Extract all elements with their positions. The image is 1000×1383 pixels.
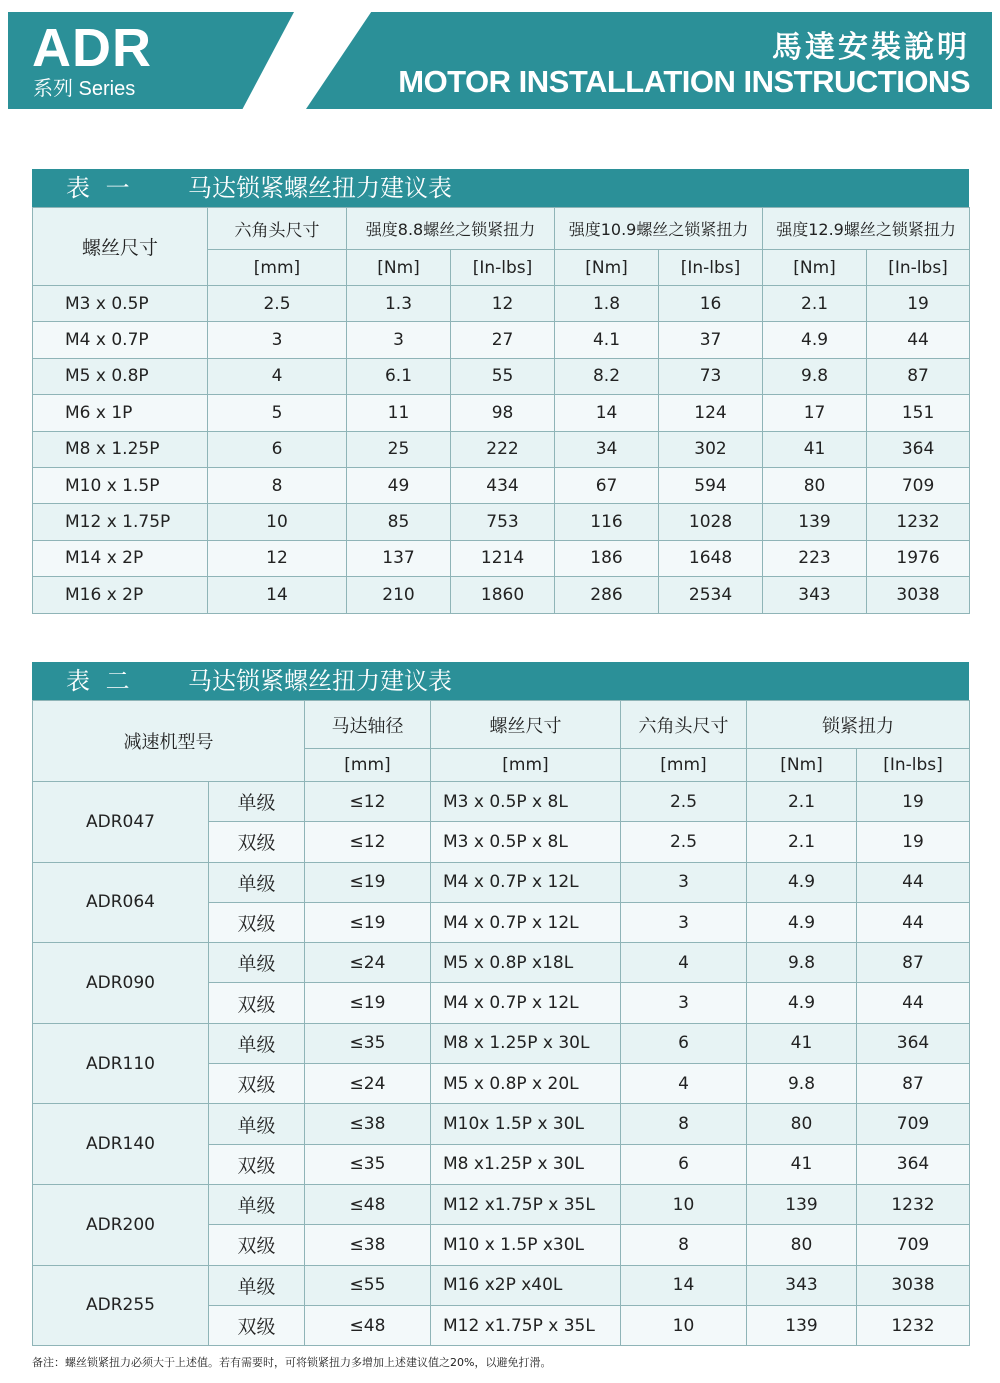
page-title-english: MOTOR INSTALLATION INSTRUCTIONS (398, 64, 970, 99)
torque-nm-cell: 139 (747, 1184, 857, 1224)
screw-size-cell: M3 x 0.5P x 8L (431, 822, 621, 862)
screw-size-cell: M10x 1.5P x 30L (431, 1104, 621, 1144)
stage-cell: 双级 (209, 1225, 305, 1265)
torque-nm-cell: 4.9 (747, 983, 857, 1023)
value-cell: 8 (208, 467, 347, 503)
value-cell: 286 (555, 577, 659, 613)
value-cell: 3038 (867, 577, 970, 613)
value-cell: 222 (451, 431, 555, 467)
torque-nm-cell: 80 (747, 1104, 857, 1144)
value-cell: 80 (763, 467, 867, 503)
torque-inlbs-cell: 3038 (857, 1265, 970, 1305)
value-cell: 14 (555, 395, 659, 431)
value-cell: 1028 (659, 504, 763, 540)
value-cell: 302 (659, 431, 763, 467)
value-cell: 343 (763, 577, 867, 613)
table-row (33, 504, 970, 540)
table-row (33, 322, 970, 358)
unit-cell: [mm] (208, 250, 347, 286)
unit-cell: [mm] (621, 749, 747, 782)
value-cell: 139 (763, 504, 867, 540)
table-row (33, 540, 970, 576)
hex-size-cell: 8 (621, 1104, 747, 1144)
shaft-diameter-cell: ≤19 (305, 983, 431, 1023)
header-screw-size: 螺丝尺寸 (431, 701, 621, 749)
brand-logo-text: ADR (32, 18, 152, 78)
table-row (33, 1023, 970, 1063)
hex-size-cell: 3 (621, 862, 747, 902)
value-cell: 4 (208, 358, 347, 394)
hex-size-cell: 6 (621, 1023, 747, 1063)
shaft-diameter-cell: ≤19 (305, 862, 431, 902)
screw-size-cell: M12 x 1.75P (33, 504, 208, 540)
hex-size-cell: 14 (621, 1265, 747, 1305)
value-cell: 12 (208, 540, 347, 576)
stage-cell: 单级 (209, 1184, 305, 1224)
shaft-diameter-cell: ≤48 (305, 1305, 431, 1345)
series-label: 系列 Series (33, 78, 136, 100)
value-cell: 753 (451, 504, 555, 540)
header-grade-8-8: 强度8.8螺丝之锁紧扭力 (347, 208, 555, 250)
unit-cell: [Nm] (763, 250, 867, 286)
header-screw-size: 螺丝尺寸 (33, 208, 208, 286)
value-cell: 1.8 (555, 286, 659, 322)
value-cell: 10 (208, 504, 347, 540)
torque-inlbs-cell: 19 (857, 822, 970, 862)
value-cell: 364 (867, 431, 970, 467)
screw-size-cell: M12 x1.75P x 35L (431, 1305, 621, 1345)
reducer-torque-table (32, 700, 970, 1346)
value-cell: 87 (867, 358, 970, 394)
table-row (33, 1265, 970, 1305)
torque-inlbs-cell: 709 (857, 1104, 970, 1144)
unit-cell: [In-lbs] (867, 250, 970, 286)
value-cell: 73 (659, 358, 763, 394)
shaft-diameter-cell: ≤55 (305, 1265, 431, 1305)
torque-nm-cell: 41 (747, 1144, 857, 1184)
table-row (33, 782, 970, 822)
value-cell: 41 (763, 431, 867, 467)
reducer-model-cell: ADR064 (33, 862, 209, 943)
torque-inlbs-cell: 44 (857, 862, 970, 902)
header-motor-shaft: 马达轴径 (305, 701, 431, 749)
torque-inlbs-cell: 1232 (857, 1184, 970, 1224)
torque-inlbs-cell: 44 (857, 983, 970, 1023)
shaft-diameter-cell: ≤24 (305, 943, 431, 983)
torque-nm-cell: 2.1 (747, 782, 857, 822)
shaft-diameter-cell: ≤12 (305, 782, 431, 822)
torque-inlbs-cell: 364 (857, 1023, 970, 1063)
hex-size-cell: 4 (621, 1064, 747, 1104)
value-cell: 1648 (659, 540, 763, 576)
value-cell: 434 (451, 467, 555, 503)
header-reducer-model: 减速机型号 (33, 701, 305, 782)
hex-size-cell: 3 (621, 902, 747, 942)
unit-cell: [In-lbs] (451, 250, 555, 286)
screw-size-cell: M4 x 0.7P x 12L (431, 902, 621, 942)
shaft-diameter-cell: ≤35 (305, 1023, 431, 1063)
unit-cell: [In-lbs] (659, 250, 763, 286)
shaft-diameter-cell: ≤24 (305, 1064, 431, 1104)
value-cell: 27 (451, 322, 555, 358)
value-cell: 1860 (451, 577, 555, 613)
stage-cell: 双级 (209, 1305, 305, 1345)
value-cell: 594 (659, 467, 763, 503)
torque-nm-cell: 343 (747, 1265, 857, 1305)
table-1-caption (32, 169, 969, 207)
torque-nm-cell: 4.9 (747, 902, 857, 942)
screw-size-cell: M10 x 1.5P (33, 467, 208, 503)
torque-inlbs-cell: 87 (857, 943, 970, 983)
table-row (33, 358, 970, 394)
value-cell: 1.3 (347, 286, 451, 322)
value-cell: 6.1 (347, 358, 451, 394)
value-cell: 25 (347, 431, 451, 467)
torque-inlbs-cell: 19 (857, 782, 970, 822)
table-row (33, 862, 970, 902)
reducer-model-cell: ADR255 (33, 1265, 209, 1346)
shaft-diameter-cell: ≤38 (305, 1225, 431, 1265)
value-cell: 1976 (867, 540, 970, 576)
value-cell: 19 (867, 286, 970, 322)
stage-cell: 单级 (209, 782, 305, 822)
unit-cell: [Nm] (555, 250, 659, 286)
table-row (33, 1104, 970, 1144)
screw-size-cell: M8 x 1.25P (33, 431, 208, 467)
screw-size-cell: M10 x 1.5P x30L (431, 1225, 621, 1265)
screw-size-cell: M5 x 0.8P (33, 358, 208, 394)
table-row (33, 395, 970, 431)
screw-size-cell: M5 x 0.8P x 20L (431, 1064, 621, 1104)
shaft-diameter-cell: ≤48 (305, 1184, 431, 1224)
torque-nm-cell: 4.9 (747, 862, 857, 902)
shaft-diameter-cell: ≤38 (305, 1104, 431, 1144)
table-row (33, 577, 970, 613)
value-cell: 3 (208, 322, 347, 358)
value-cell: 16 (659, 286, 763, 322)
screw-size-cell: M16 x2P x40L (431, 1265, 621, 1305)
shaft-diameter-cell: ≤19 (305, 902, 431, 942)
table-2-caption (32, 662, 969, 700)
table-1-number: 表 一 (66, 174, 134, 202)
screw-size-cell: M3 x 0.5P (33, 286, 208, 322)
screw-size-cell: M4 x 0.7P x 12L (431, 862, 621, 902)
value-cell: 12 (451, 286, 555, 322)
reducer-model-cell: ADR110 (33, 1023, 209, 1104)
value-cell: 9.8 (763, 358, 867, 394)
table-row (33, 431, 970, 467)
value-cell: 85 (347, 504, 451, 540)
torque-nm-cell: 2.1 (747, 822, 857, 862)
torque-inlbs-cell: 44 (857, 902, 970, 942)
screw-size-cell: M3 x 0.5P x 8L (431, 782, 621, 822)
value-cell: 1214 (451, 540, 555, 576)
header-lock-torque: 锁紧扭力 (747, 701, 970, 749)
screw-torque-table (32, 207, 970, 614)
reducer-model-cell: ADR090 (33, 943, 209, 1024)
value-cell: 709 (867, 467, 970, 503)
value-cell: 14 (208, 577, 347, 613)
table-row (33, 467, 970, 503)
hex-size-cell: 10 (621, 1184, 747, 1224)
unit-cell: [In-lbs] (857, 749, 970, 782)
value-cell: 4.9 (763, 322, 867, 358)
value-cell: 137 (347, 540, 451, 576)
value-cell: 49 (347, 467, 451, 503)
hex-size-cell: 2.5 (621, 782, 747, 822)
page-title-chinese: 馬達安裝說明 (772, 30, 970, 65)
screw-size-cell: M5 x 0.8P x18L (431, 943, 621, 983)
table-row (33, 1184, 970, 1224)
torque-inlbs-cell: 709 (857, 1225, 970, 1265)
value-cell: 3 (347, 322, 451, 358)
screw-size-cell: M8 x 1.25P x 30L (431, 1023, 621, 1063)
value-cell: 8.2 (555, 358, 659, 394)
shaft-diameter-cell: ≤35 (305, 1144, 431, 1184)
stage-cell: 双级 (209, 1144, 305, 1184)
value-cell: 223 (763, 540, 867, 576)
header-grade-12-9: 强度12.9螺丝之锁紧扭力 (763, 208, 970, 250)
screw-size-cell: M12 x1.75P x 35L (431, 1184, 621, 1224)
stage-cell: 双级 (209, 983, 305, 1023)
torque-nm-cell: 41 (747, 1023, 857, 1063)
hex-size-cell: 6 (621, 1144, 747, 1184)
table-row (33, 286, 970, 322)
stage-cell: 单级 (209, 1023, 305, 1063)
reducer-model-cell: ADR047 (33, 782, 209, 863)
hex-size-cell: 3 (621, 983, 747, 1023)
table-2-number: 表 二 (66, 667, 134, 695)
value-cell: 34 (555, 431, 659, 467)
table-2 (32, 662, 969, 1346)
value-cell: 2.1 (763, 286, 867, 322)
stage-cell: 单级 (209, 943, 305, 983)
value-cell: 124 (659, 395, 763, 431)
value-cell: 44 (867, 322, 970, 358)
footnote: 备注：螺丝锁紧扭力必须大于上述值。若有需要时，可将锁紧扭力多增加上述建议值之20%，以避免打滑。 (32, 1356, 552, 1369)
screw-size-cell: M8 x1.25P x 30L (431, 1144, 621, 1184)
torque-nm-cell: 9.8 (747, 943, 857, 983)
value-cell: 1232 (867, 504, 970, 540)
value-cell: 67 (555, 467, 659, 503)
value-cell: 37 (659, 322, 763, 358)
reducer-model-cell: ADR200 (33, 1184, 209, 1265)
screw-size-cell: M4 x 0.7P x 12L (431, 983, 621, 1023)
torque-inlbs-cell: 1232 (857, 1305, 970, 1345)
torque-nm-cell: 139 (747, 1305, 857, 1345)
value-cell: 2534 (659, 577, 763, 613)
table-1-title: 马达锁紧螺丝扭力建议表 (188, 174, 452, 202)
header-hex-size: 六角头尺寸 (208, 208, 347, 250)
stage-cell: 单级 (209, 1265, 305, 1305)
value-cell: 17 (763, 395, 867, 431)
unit-cell: [Nm] (347, 250, 451, 286)
value-cell: 55 (451, 358, 555, 394)
unit-cell: [Nm] (747, 749, 857, 782)
unit-cell: [mm] (305, 749, 431, 782)
value-cell: 2.5 (208, 286, 347, 322)
hex-size-cell: 8 (621, 1225, 747, 1265)
stage-cell: 双级 (209, 902, 305, 942)
header-hex-size: 六角头尺寸 (621, 701, 747, 749)
torque-nm-cell: 9.8 (747, 1064, 857, 1104)
table-row (33, 943, 970, 983)
torque-nm-cell: 80 (747, 1225, 857, 1265)
table-1 (32, 169, 969, 614)
stage-cell: 单级 (209, 1104, 305, 1144)
header-grade-10-9: 强度10.9螺丝之锁紧扭力 (555, 208, 763, 250)
screw-size-cell: M6 x 1P (33, 395, 208, 431)
stage-cell: 双级 (209, 1064, 305, 1104)
value-cell: 4.1 (555, 322, 659, 358)
torque-inlbs-cell: 364 (857, 1144, 970, 1184)
reducer-model-cell: ADR140 (33, 1104, 209, 1185)
torque-inlbs-cell: 87 (857, 1064, 970, 1104)
value-cell: 11 (347, 395, 451, 431)
stage-cell: 双级 (209, 822, 305, 862)
value-cell: 151 (867, 395, 970, 431)
screw-size-cell: M16 x 2P (33, 577, 208, 613)
hex-size-cell: 10 (621, 1305, 747, 1345)
table-2-title: 马达锁紧螺丝扭力建议表 (188, 667, 452, 695)
value-cell: 6 (208, 431, 347, 467)
value-cell: 5 (208, 395, 347, 431)
shaft-diameter-cell: ≤12 (305, 822, 431, 862)
value-cell: 210 (347, 577, 451, 613)
value-cell: 116 (555, 504, 659, 540)
value-cell: 98 (451, 395, 555, 431)
value-cell: 186 (555, 540, 659, 576)
screw-size-cell: M4 x 0.7P (33, 322, 208, 358)
hex-size-cell: 2.5 (621, 822, 747, 862)
stage-cell: 单级 (209, 862, 305, 902)
unit-cell: [mm] (431, 749, 621, 782)
hex-size-cell: 4 (621, 943, 747, 983)
screw-size-cell: M14 x 2P (33, 540, 208, 576)
